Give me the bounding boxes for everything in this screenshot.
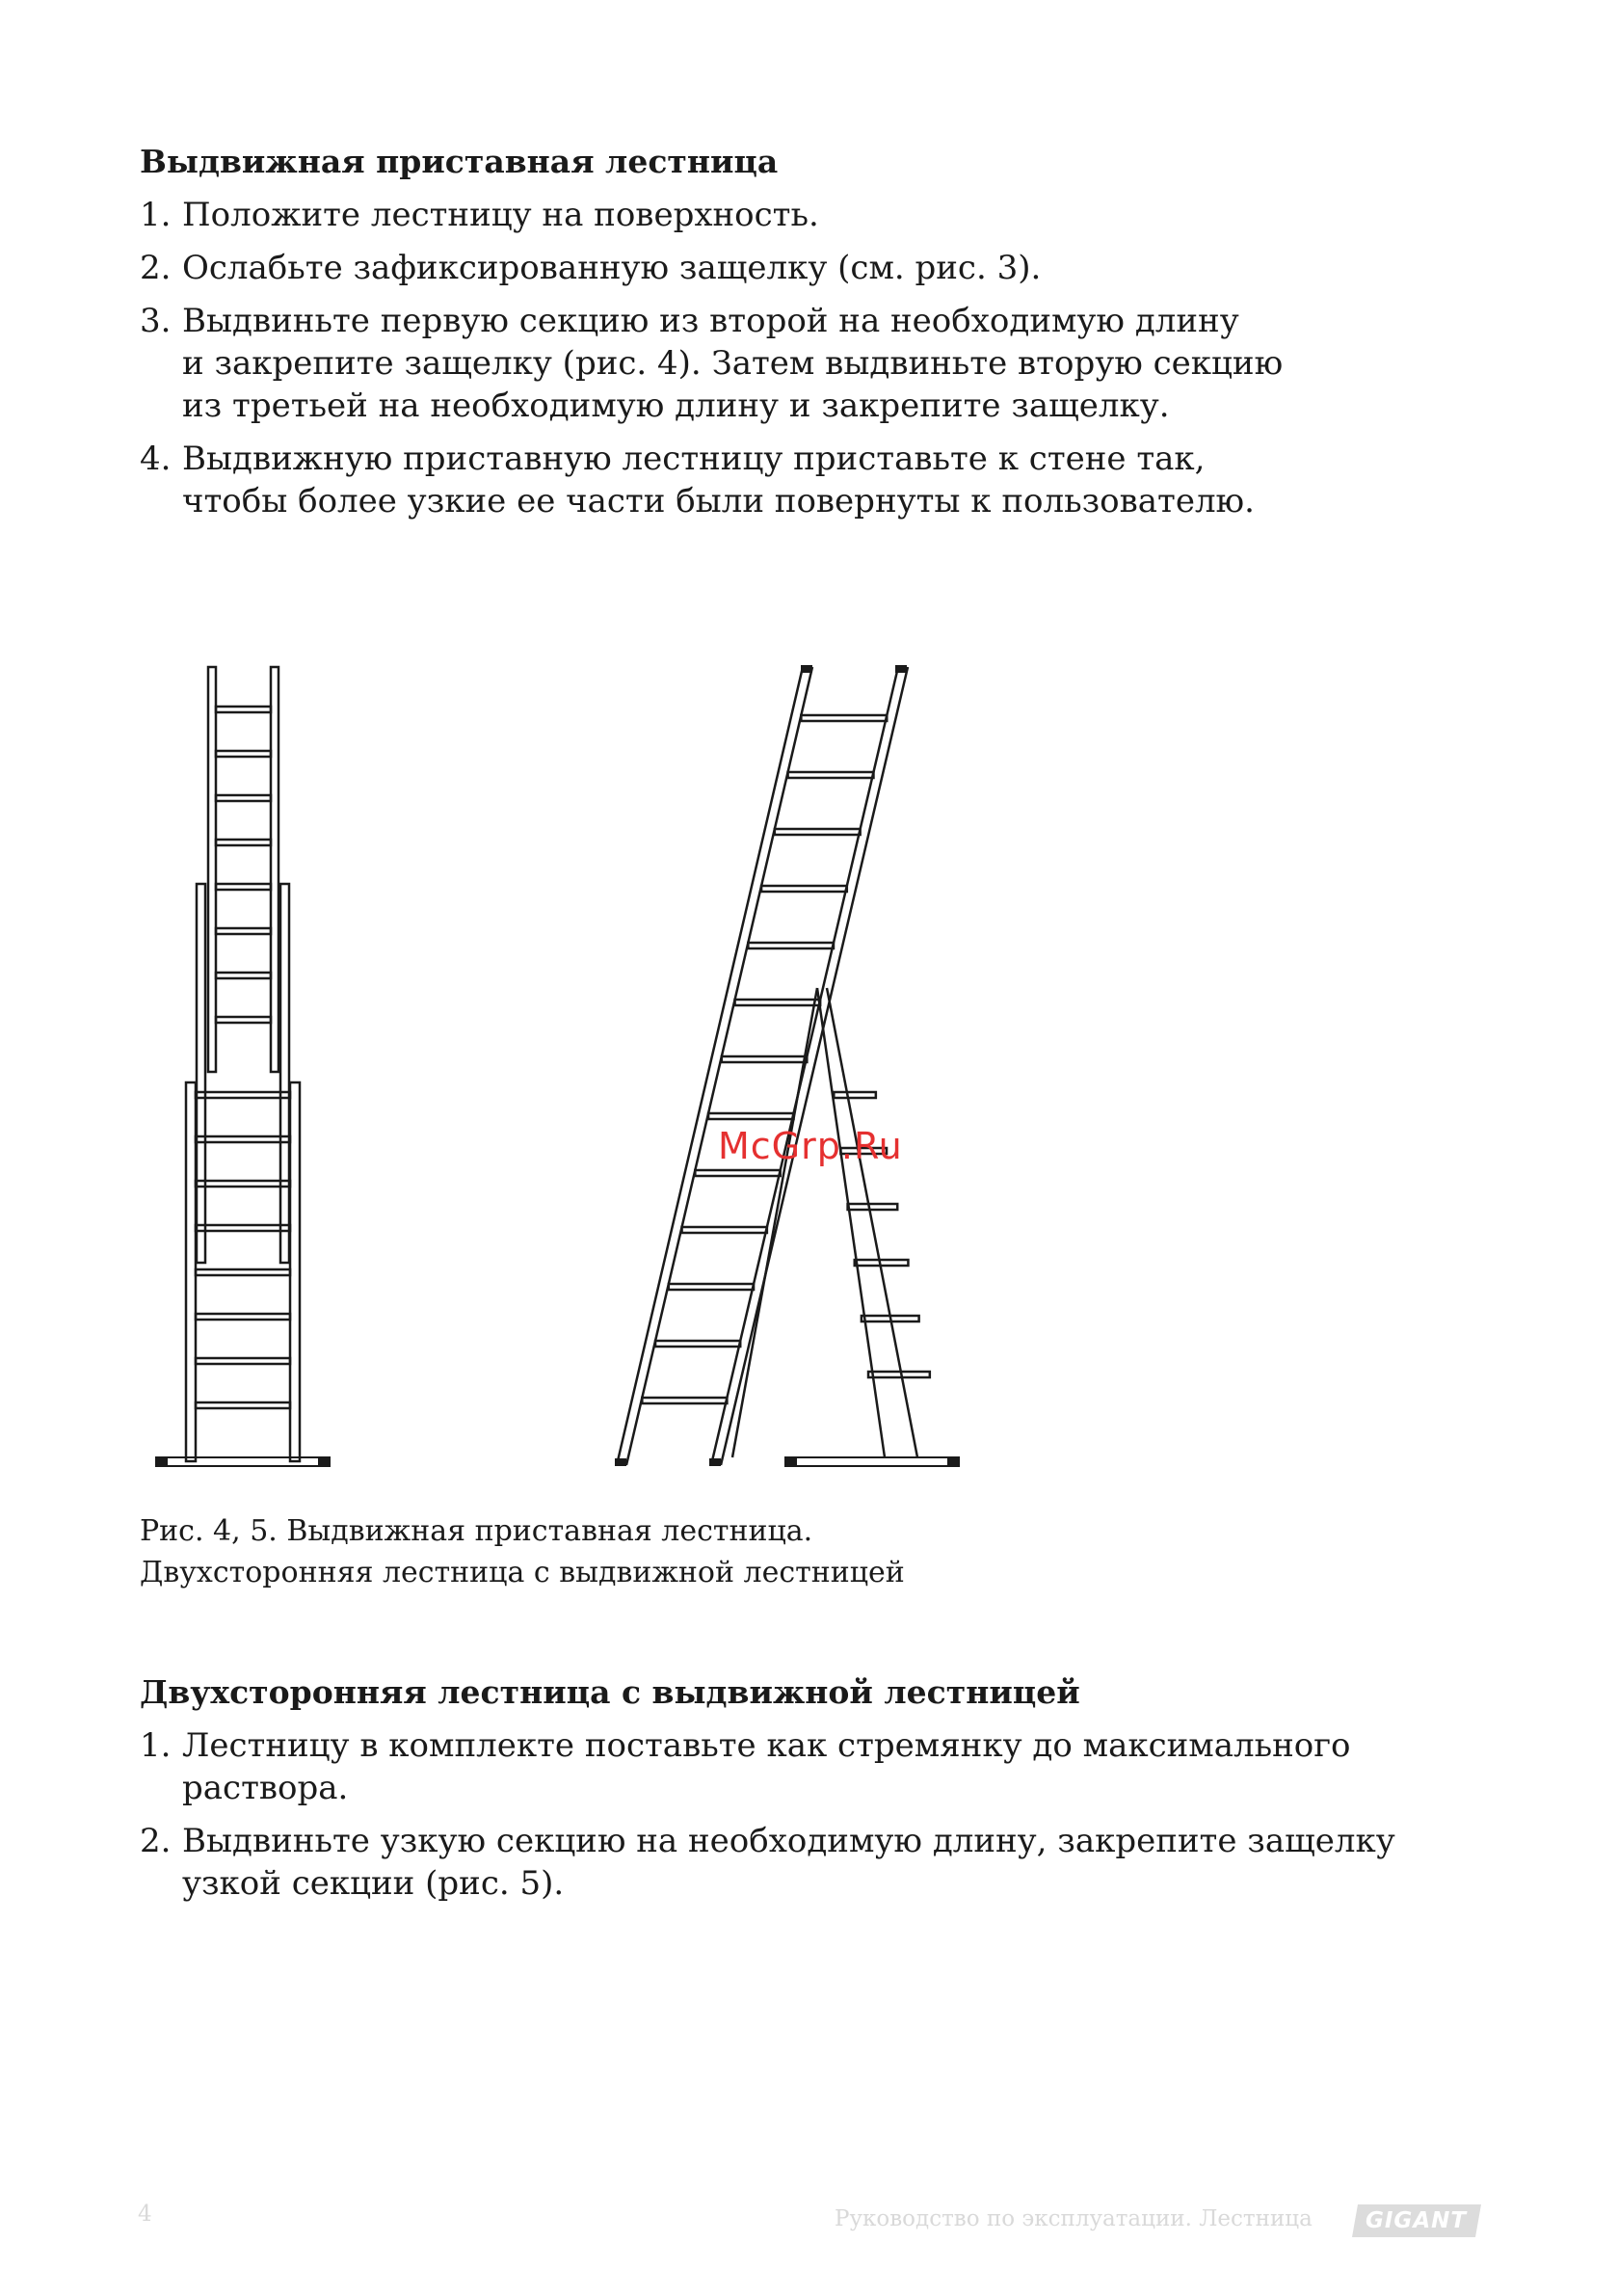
- stabilizer-cap: [156, 1457, 168, 1466]
- step-text: Выдвиньте первую секцию из второй на необходимую длину: [182, 302, 1239, 340]
- rung: [788, 772, 874, 778]
- stabilizer-bar: [785, 1457, 959, 1466]
- step-text: Положите лестницу на поверхность.: [182, 196, 819, 234]
- rung: [655, 1341, 740, 1347]
- rung: [196, 1269, 290, 1275]
- step-item: [140, 1820, 1489, 1905]
- rung: [801, 715, 887, 721]
- footer-title: Руководство по эксплуатации. Лестница: [835, 2206, 1313, 2231]
- watermark: McGrp.Ru: [718, 1125, 903, 1167]
- step-number: 4.: [140, 440, 172, 478]
- rung: [196, 1358, 290, 1364]
- step-number: 2.: [140, 1822, 172, 1860]
- rung: [196, 1181, 290, 1187]
- step-number: 2.: [140, 249, 172, 287]
- step-text: Выдвижную приставную лестницу приставьте к стене так,: [182, 440, 1206, 478]
- rung: [216, 707, 271, 712]
- rung: [761, 886, 847, 892]
- caption-line: Рис. 4, 5. Выдвижная приставная лестница.: [140, 1514, 813, 1548]
- rung: [216, 795, 271, 801]
- rung: [216, 973, 271, 978]
- logo-text: GIGANT: [1366, 2208, 1468, 2233]
- section-heading: Выдвижная приставная лестница: [140, 143, 779, 180]
- step-number: 1.: [140, 1726, 172, 1765]
- rail-cap: [895, 665, 907, 673]
- step-text: Лестницу в комплекте поставьте как стремянку до максимального: [182, 1726, 1351, 1765]
- rung: [196, 1092, 290, 1098]
- caption-line: Двухсторонняя лестница с выдвижной лестницей: [140, 1556, 905, 1589]
- step-text: чтобы более узкие ее части были повернуты к пользователю.: [182, 482, 1255, 521]
- rung: [216, 751, 271, 757]
- rung: [669, 1284, 754, 1290]
- step-text: раствора.: [182, 1769, 349, 1807]
- rung: [196, 1225, 290, 1231]
- step-number: 3.: [140, 302, 172, 340]
- step-item: [140, 1724, 1489, 1809]
- rung: [848, 1204, 898, 1210]
- rail: [186, 1082, 196, 1461]
- step-text: Выдвиньте узкую секцию на необходимую длину, закрепите защелку: [182, 1822, 1395, 1860]
- rung: [855, 1260, 909, 1266]
- figure-caption: [140, 1510, 1103, 1593]
- rail-foot: [615, 1458, 626, 1466]
- rung: [196, 1314, 290, 1320]
- rung: [216, 840, 271, 845]
- rung: [642, 1398, 727, 1403]
- rail: [827, 988, 917, 1457]
- stabilizer-cap: [947, 1457, 959, 1466]
- rung: [735, 1000, 821, 1005]
- step-text: Ослабьте зафиксированную защелку (см. рис. 3).: [182, 249, 1042, 287]
- stabilizer-bar: [156, 1457, 330, 1466]
- rung: [682, 1227, 767, 1233]
- rung: [216, 1017, 271, 1023]
- step-text: из третьей на необходимую длину и закрепите защелку.: [182, 387, 1170, 425]
- page-number: 4: [138, 2202, 152, 2227]
- rung: [695, 1170, 780, 1176]
- rail-cap: [801, 665, 812, 673]
- rail: [271, 667, 279, 1072]
- rail-foot: [709, 1458, 721, 1466]
- rung: [748, 943, 834, 948]
- rail: [721, 667, 908, 1465]
- step-number: 1.: [140, 196, 172, 234]
- rung: [775, 829, 861, 835]
- rung: [708, 1113, 793, 1119]
- rail: [280, 884, 289, 1263]
- rung: [834, 1092, 876, 1098]
- step-text: узкой секции (рис. 5).: [182, 1864, 565, 1903]
- section-heading: Двухсторонняя лестница с выдвижной лестницей: [140, 1673, 1080, 1711]
- section-combination-ladder: [140, 1671, 1489, 1905]
- brand-logo: [1352, 2204, 1481, 2237]
- rail: [732, 988, 817, 1457]
- rung: [722, 1056, 808, 1062]
- rail: [817, 988, 885, 1457]
- step-text: и закрепите защелку (рис. 4). Затем выдвиньте вторую секцию: [182, 344, 1284, 383]
- rail: [197, 884, 205, 1263]
- rung: [216, 928, 271, 934]
- rail: [290, 1082, 300, 1461]
- rung: [196, 1402, 290, 1408]
- combination-ladder-illustration: [615, 665, 959, 1466]
- rung: [196, 1136, 290, 1142]
- stabilizer-cap: [318, 1457, 330, 1466]
- rung: [216, 884, 271, 890]
- extension-ladder-illustration: [156, 667, 330, 1466]
- steps-list: [140, 1724, 1489, 1905]
- rung: [868, 1372, 930, 1377]
- stabilizer-cap: [785, 1457, 797, 1466]
- rail: [208, 667, 216, 1072]
